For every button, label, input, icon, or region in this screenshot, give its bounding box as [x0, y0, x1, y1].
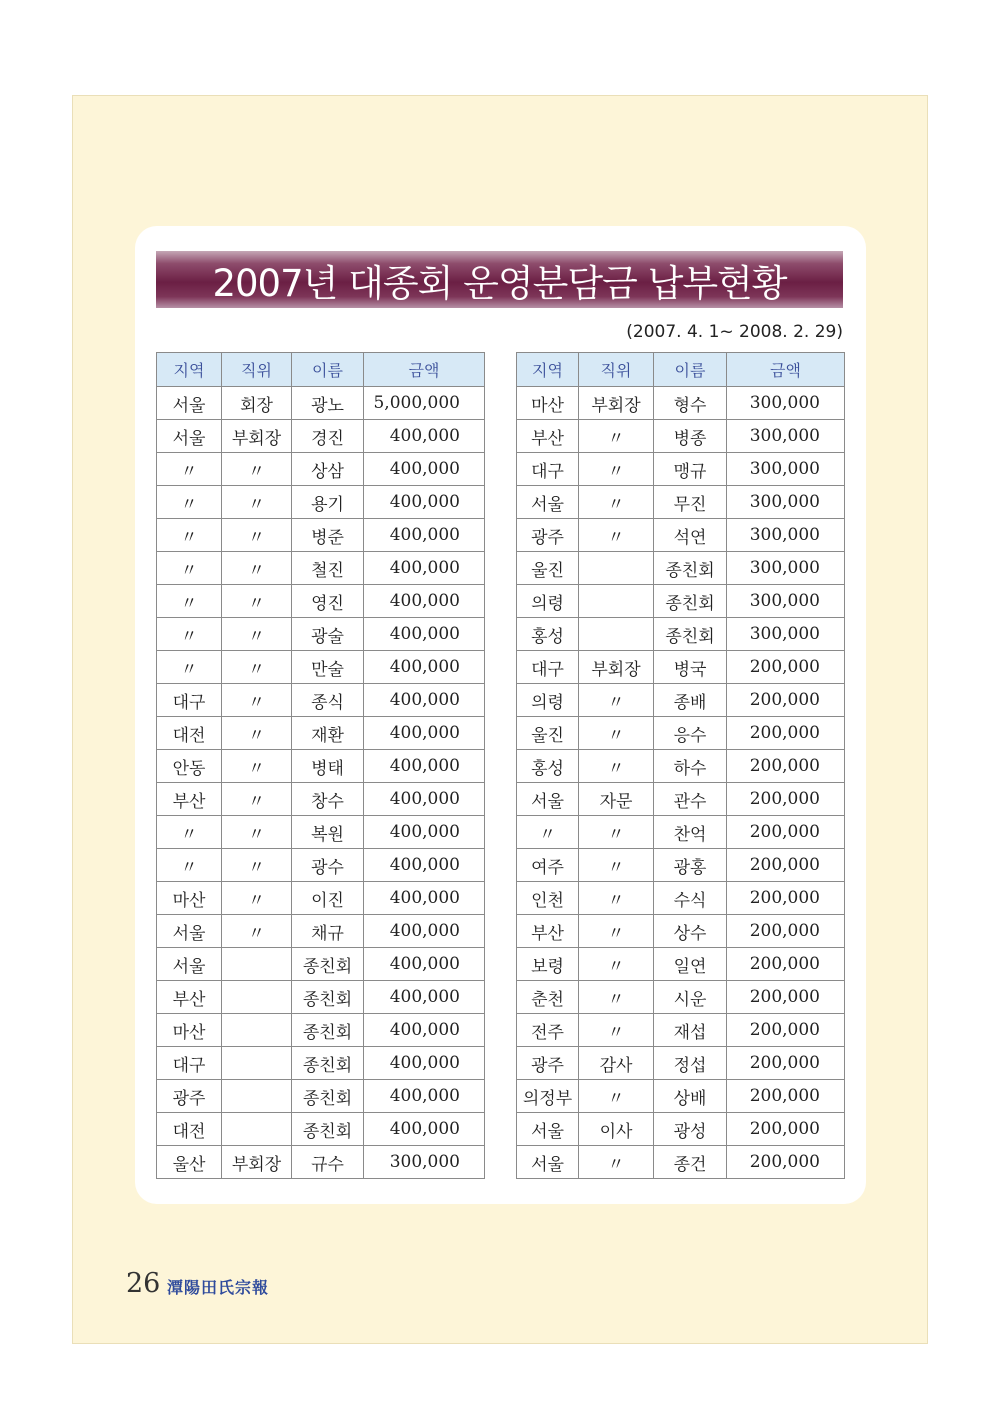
cell-position: 〃	[579, 1146, 654, 1179]
cell-name: 종친회	[292, 1047, 364, 1080]
cell-region: 대전	[157, 717, 222, 750]
table-row	[517, 1113, 845, 1146]
cell-name: 무진	[654, 486, 727, 519]
cell-name: 광술	[292, 618, 364, 651]
cell-region: 의정부	[517, 1080, 579, 1113]
cell-name: 철진	[292, 552, 364, 585]
table-row	[157, 849, 485, 882]
right-payment-table	[516, 352, 845, 1179]
cell-region: 〃	[157, 585, 222, 618]
table-row	[517, 618, 845, 651]
cell-amount: 200,000	[727, 816, 845, 849]
cell-amount: 400,000	[364, 552, 485, 585]
cell-position	[222, 981, 292, 1014]
cell-position	[579, 585, 654, 618]
page-title: 2007년 대종회 운영분담금 납부현황	[212, 261, 787, 305]
table-row	[517, 684, 845, 717]
cell-region: 〃	[157, 651, 222, 684]
cell-name: 찬억	[654, 816, 727, 849]
cell-amount: 200,000	[727, 684, 845, 717]
table-row	[517, 585, 845, 618]
cell-region: 울산	[157, 1146, 222, 1179]
cell-name: 시운	[654, 981, 727, 1014]
cell-amount: 200,000	[727, 1146, 845, 1179]
cell-name: 종친회	[292, 1080, 364, 1113]
cell-name: 광노	[292, 387, 364, 420]
cell-amount: 300,000	[727, 552, 845, 585]
cell-amount: 400,000	[364, 717, 485, 750]
cell-name: 종친회	[654, 618, 727, 651]
publication-name: 潭陽田氏宗報	[167, 1278, 270, 1297]
cell-name: 이진	[292, 882, 364, 915]
cell-amount: 200,000	[727, 1080, 845, 1113]
cell-amount: 300,000	[727, 486, 845, 519]
table-row	[517, 552, 845, 585]
cell-position: 〃	[222, 816, 292, 849]
table-row	[157, 882, 485, 915]
cell-position: 회장	[222, 387, 292, 420]
table-row	[157, 519, 485, 552]
cell-name: 맹규	[654, 453, 727, 486]
cell-position: 〃	[579, 948, 654, 981]
table-row	[517, 420, 845, 453]
cell-position: 부회장	[222, 420, 292, 453]
table-row	[517, 717, 845, 750]
cell-region: 〃	[157, 552, 222, 585]
left-payment-table	[156, 352, 485, 1179]
header-name: 이름	[654, 353, 727, 387]
cell-region: 홍성	[517, 750, 579, 783]
cell-name: 창수	[292, 783, 364, 816]
cell-position: 〃	[579, 519, 654, 552]
table-row	[517, 1080, 845, 1113]
cell-name: 상삼	[292, 453, 364, 486]
cell-region: 보령	[517, 948, 579, 981]
cell-name: 종건	[654, 1146, 727, 1179]
cell-name: 석연	[654, 519, 727, 552]
table-row	[517, 1146, 845, 1179]
cell-position: 〃	[222, 618, 292, 651]
cell-position: 〃	[222, 849, 292, 882]
cell-amount: 400,000	[364, 783, 485, 816]
cell-amount: 400,000	[364, 486, 485, 519]
cell-amount: 200,000	[727, 915, 845, 948]
cell-name: 광홍	[654, 849, 727, 882]
header-region: 지역	[157, 353, 222, 387]
cell-position: 〃	[222, 486, 292, 519]
table-row	[157, 750, 485, 783]
table-row	[517, 849, 845, 882]
table-row	[517, 519, 845, 552]
cell-amount: 200,000	[727, 783, 845, 816]
cell-name: 수식	[654, 882, 727, 915]
cell-region: 〃	[157, 816, 222, 849]
cell-position: 〃	[222, 915, 292, 948]
cell-region: 서울	[517, 783, 579, 816]
cell-region: 광주	[517, 1047, 579, 1080]
cell-position: 〃	[579, 750, 654, 783]
cell-name: 종친회	[654, 552, 727, 585]
cell-amount: 300,000	[727, 519, 845, 552]
table-row	[517, 1047, 845, 1080]
cell-region: 〃	[157, 486, 222, 519]
cell-region: 안동	[157, 750, 222, 783]
table-row	[157, 816, 485, 849]
cell-position: 〃	[579, 981, 654, 1014]
cell-name: 병국	[654, 651, 727, 684]
cell-region: 대구	[517, 453, 579, 486]
table-row	[157, 948, 485, 981]
cell-name: 종식	[292, 684, 364, 717]
cell-position: 부회장	[579, 387, 654, 420]
header-name: 이름	[292, 353, 364, 387]
cell-position: 〃	[222, 585, 292, 618]
cell-name: 용기	[292, 486, 364, 519]
cell-region: 〃	[517, 816, 579, 849]
cell-region: 춘천	[517, 981, 579, 1014]
cell-region: 서울	[517, 486, 579, 519]
cell-amount: 300,000	[727, 618, 845, 651]
cell-region: 의령	[517, 684, 579, 717]
cell-region: 〃	[157, 519, 222, 552]
cell-position	[579, 618, 654, 651]
cell-amount: 200,000	[727, 948, 845, 981]
cell-position: 이사	[579, 1113, 654, 1146]
cell-position	[579, 552, 654, 585]
cell-position: 〃	[222, 882, 292, 915]
table-row	[157, 585, 485, 618]
cell-region: 광주	[517, 519, 579, 552]
cell-amount: 400,000	[364, 1113, 485, 1146]
cell-amount: 400,000	[364, 651, 485, 684]
cell-name: 광성	[654, 1113, 727, 1146]
cell-position: 〃	[579, 453, 654, 486]
cell-region: 대구	[157, 1047, 222, 1080]
cell-position: 〃	[579, 684, 654, 717]
cell-amount: 200,000	[727, 1047, 845, 1080]
cell-name: 종친회	[292, 1014, 364, 1047]
cell-name: 영진	[292, 585, 364, 618]
table-row	[157, 387, 485, 420]
table-row	[517, 387, 845, 420]
table-row	[157, 783, 485, 816]
cell-region: 대전	[157, 1113, 222, 1146]
table-row	[517, 651, 845, 684]
cell-name: 종친회	[654, 585, 727, 618]
table-row	[157, 618, 485, 651]
cell-position	[222, 1047, 292, 1080]
cell-region: 〃	[157, 849, 222, 882]
table-row	[517, 816, 845, 849]
table-row	[157, 486, 485, 519]
header-region: 지역	[517, 353, 579, 387]
cell-position	[222, 1014, 292, 1047]
cell-name: 병종	[654, 420, 727, 453]
cell-amount: 200,000	[727, 882, 845, 915]
cell-amount: 400,000	[364, 948, 485, 981]
cell-position: 〃	[579, 816, 654, 849]
table-row	[517, 948, 845, 981]
table-row	[157, 1113, 485, 1146]
cell-position: 부회장	[579, 651, 654, 684]
cell-region: 부산	[157, 783, 222, 816]
cell-position: 〃	[579, 849, 654, 882]
table-row	[517, 1014, 845, 1047]
cell-region: 전주	[517, 1014, 579, 1047]
title-banner	[156, 251, 843, 308]
cell-name: 경진	[292, 420, 364, 453]
table-row	[517, 783, 845, 816]
cell-position: 〃	[222, 453, 292, 486]
cell-position: 부회장	[222, 1146, 292, 1179]
cell-position: 〃	[222, 552, 292, 585]
cell-amount: 400,000	[364, 1080, 485, 1113]
cell-region: 부산	[157, 981, 222, 1014]
table-row	[157, 453, 485, 486]
cell-region: 서울	[157, 387, 222, 420]
cell-region: 대구	[517, 651, 579, 684]
cell-position: 〃	[579, 486, 654, 519]
cell-region: 울진	[517, 717, 579, 750]
table-row	[157, 1146, 485, 1179]
table-row	[157, 915, 485, 948]
header-amount: 금액	[364, 353, 485, 387]
cell-position	[222, 948, 292, 981]
table-row	[157, 684, 485, 717]
cell-name: 종친회	[292, 948, 364, 981]
table-row	[157, 1080, 485, 1113]
cell-region: 서울	[157, 420, 222, 453]
cell-amount: 200,000	[727, 981, 845, 1014]
cell-amount: 400,000	[364, 1047, 485, 1080]
table-header-row	[157, 353, 485, 387]
cell-name: 복원	[292, 816, 364, 849]
cell-region: 마산	[517, 387, 579, 420]
right-table-body	[517, 387, 845, 1179]
table-row	[157, 717, 485, 750]
cell-name: 재환	[292, 717, 364, 750]
cell-region: 서울	[517, 1113, 579, 1146]
cell-position: 〃	[579, 420, 654, 453]
cell-amount: 400,000	[364, 453, 485, 486]
cell-position: 〃	[579, 1080, 654, 1113]
table-row	[157, 651, 485, 684]
table-row	[517, 915, 845, 948]
cell-region: 울진	[517, 552, 579, 585]
table-row	[157, 1014, 485, 1047]
cell-name: 재섭	[654, 1014, 727, 1047]
cell-amount: 200,000	[727, 1113, 845, 1146]
cell-position: 〃	[222, 519, 292, 552]
cell-position: 〃	[222, 717, 292, 750]
cell-name: 규수	[292, 1146, 364, 1179]
cell-region: 의령	[517, 585, 579, 618]
cell-amount: 300,000	[727, 420, 845, 453]
cell-amount: 400,000	[364, 1014, 485, 1047]
cell-amount: 200,000	[727, 750, 845, 783]
table-header-row	[517, 353, 845, 387]
cell-amount: 200,000	[727, 1014, 845, 1047]
cell-position: 〃	[579, 1014, 654, 1047]
cell-name: 종배	[654, 684, 727, 717]
header-position: 직위	[222, 353, 292, 387]
table-row	[157, 420, 485, 453]
cell-amount: 5,000,000	[364, 387, 485, 420]
cell-region: 〃	[157, 618, 222, 651]
cell-amount: 400,000	[364, 915, 485, 948]
cell-region: 마산	[157, 1014, 222, 1047]
cell-region: 홍성	[517, 618, 579, 651]
cell-amount: 400,000	[364, 849, 485, 882]
cell-amount: 200,000	[727, 849, 845, 882]
cell-region: 여주	[517, 849, 579, 882]
cell-position: 〃	[579, 915, 654, 948]
cell-name: 종친회	[292, 981, 364, 1014]
cell-amount: 400,000	[364, 816, 485, 849]
cell-region: 광주	[157, 1080, 222, 1113]
cell-amount: 300,000	[727, 453, 845, 486]
table-row	[157, 981, 485, 1014]
cell-amount: 400,000	[364, 684, 485, 717]
table-row	[517, 486, 845, 519]
cell-region: 서울	[157, 948, 222, 981]
cell-name: 병준	[292, 519, 364, 552]
cell-amount: 200,000	[727, 717, 845, 750]
cell-position: 자문	[579, 783, 654, 816]
cell-position: 감사	[579, 1047, 654, 1080]
cell-amount: 400,000	[364, 618, 485, 651]
cell-name: 일연	[654, 948, 727, 981]
cell-name: 상수	[654, 915, 727, 948]
table-row	[517, 981, 845, 1014]
header-amount: 금액	[727, 353, 845, 387]
cell-amount: 300,000	[364, 1146, 485, 1179]
cell-position	[222, 1080, 292, 1113]
cell-amount: 300,000	[727, 585, 845, 618]
cell-amount: 300,000	[727, 387, 845, 420]
cell-name: 병태	[292, 750, 364, 783]
cell-name: 만술	[292, 651, 364, 684]
cell-name: 하수	[654, 750, 727, 783]
cell-name: 광수	[292, 849, 364, 882]
cell-region: 인천	[517, 882, 579, 915]
cell-amount: 400,000	[364, 420, 485, 453]
cell-region: 서울	[157, 915, 222, 948]
cell-position: 〃	[222, 783, 292, 816]
cell-region: 마산	[157, 882, 222, 915]
cell-region: 부산	[517, 915, 579, 948]
table-row	[157, 1047, 485, 1080]
cell-amount: 400,000	[364, 585, 485, 618]
cell-position: 〃	[222, 651, 292, 684]
cell-amount: 400,000	[364, 882, 485, 915]
cell-name: 상배	[654, 1080, 727, 1113]
cell-region: 대구	[157, 684, 222, 717]
cell-region: 서울	[517, 1146, 579, 1179]
table-row	[517, 882, 845, 915]
cell-name: 형수	[654, 387, 727, 420]
cell-name: 정섭	[654, 1047, 727, 1080]
cell-amount: 200,000	[727, 651, 845, 684]
cell-position: 〃	[579, 717, 654, 750]
left-table-body	[157, 387, 485, 1179]
cell-amount: 400,000	[364, 750, 485, 783]
cell-amount: 400,000	[364, 519, 485, 552]
cell-name: 종친회	[292, 1113, 364, 1146]
table-row	[517, 750, 845, 783]
cell-position	[222, 1113, 292, 1146]
cell-region: 〃	[157, 453, 222, 486]
table-row	[517, 453, 845, 486]
period-label: (2007. 4. 1~ 2008. 2. 29)	[626, 322, 843, 342]
cell-position: 〃	[579, 882, 654, 915]
cell-region: 부산	[517, 420, 579, 453]
cell-position: 〃	[222, 684, 292, 717]
cell-amount: 400,000	[364, 981, 485, 1014]
page-number: 26	[126, 1268, 161, 1299]
header-position: 직위	[579, 353, 654, 387]
cell-name: 관수	[654, 783, 727, 816]
table-row	[157, 552, 485, 585]
cell-name: 채규	[292, 915, 364, 948]
cell-name: 응수	[654, 717, 727, 750]
cell-position: 〃	[222, 750, 292, 783]
